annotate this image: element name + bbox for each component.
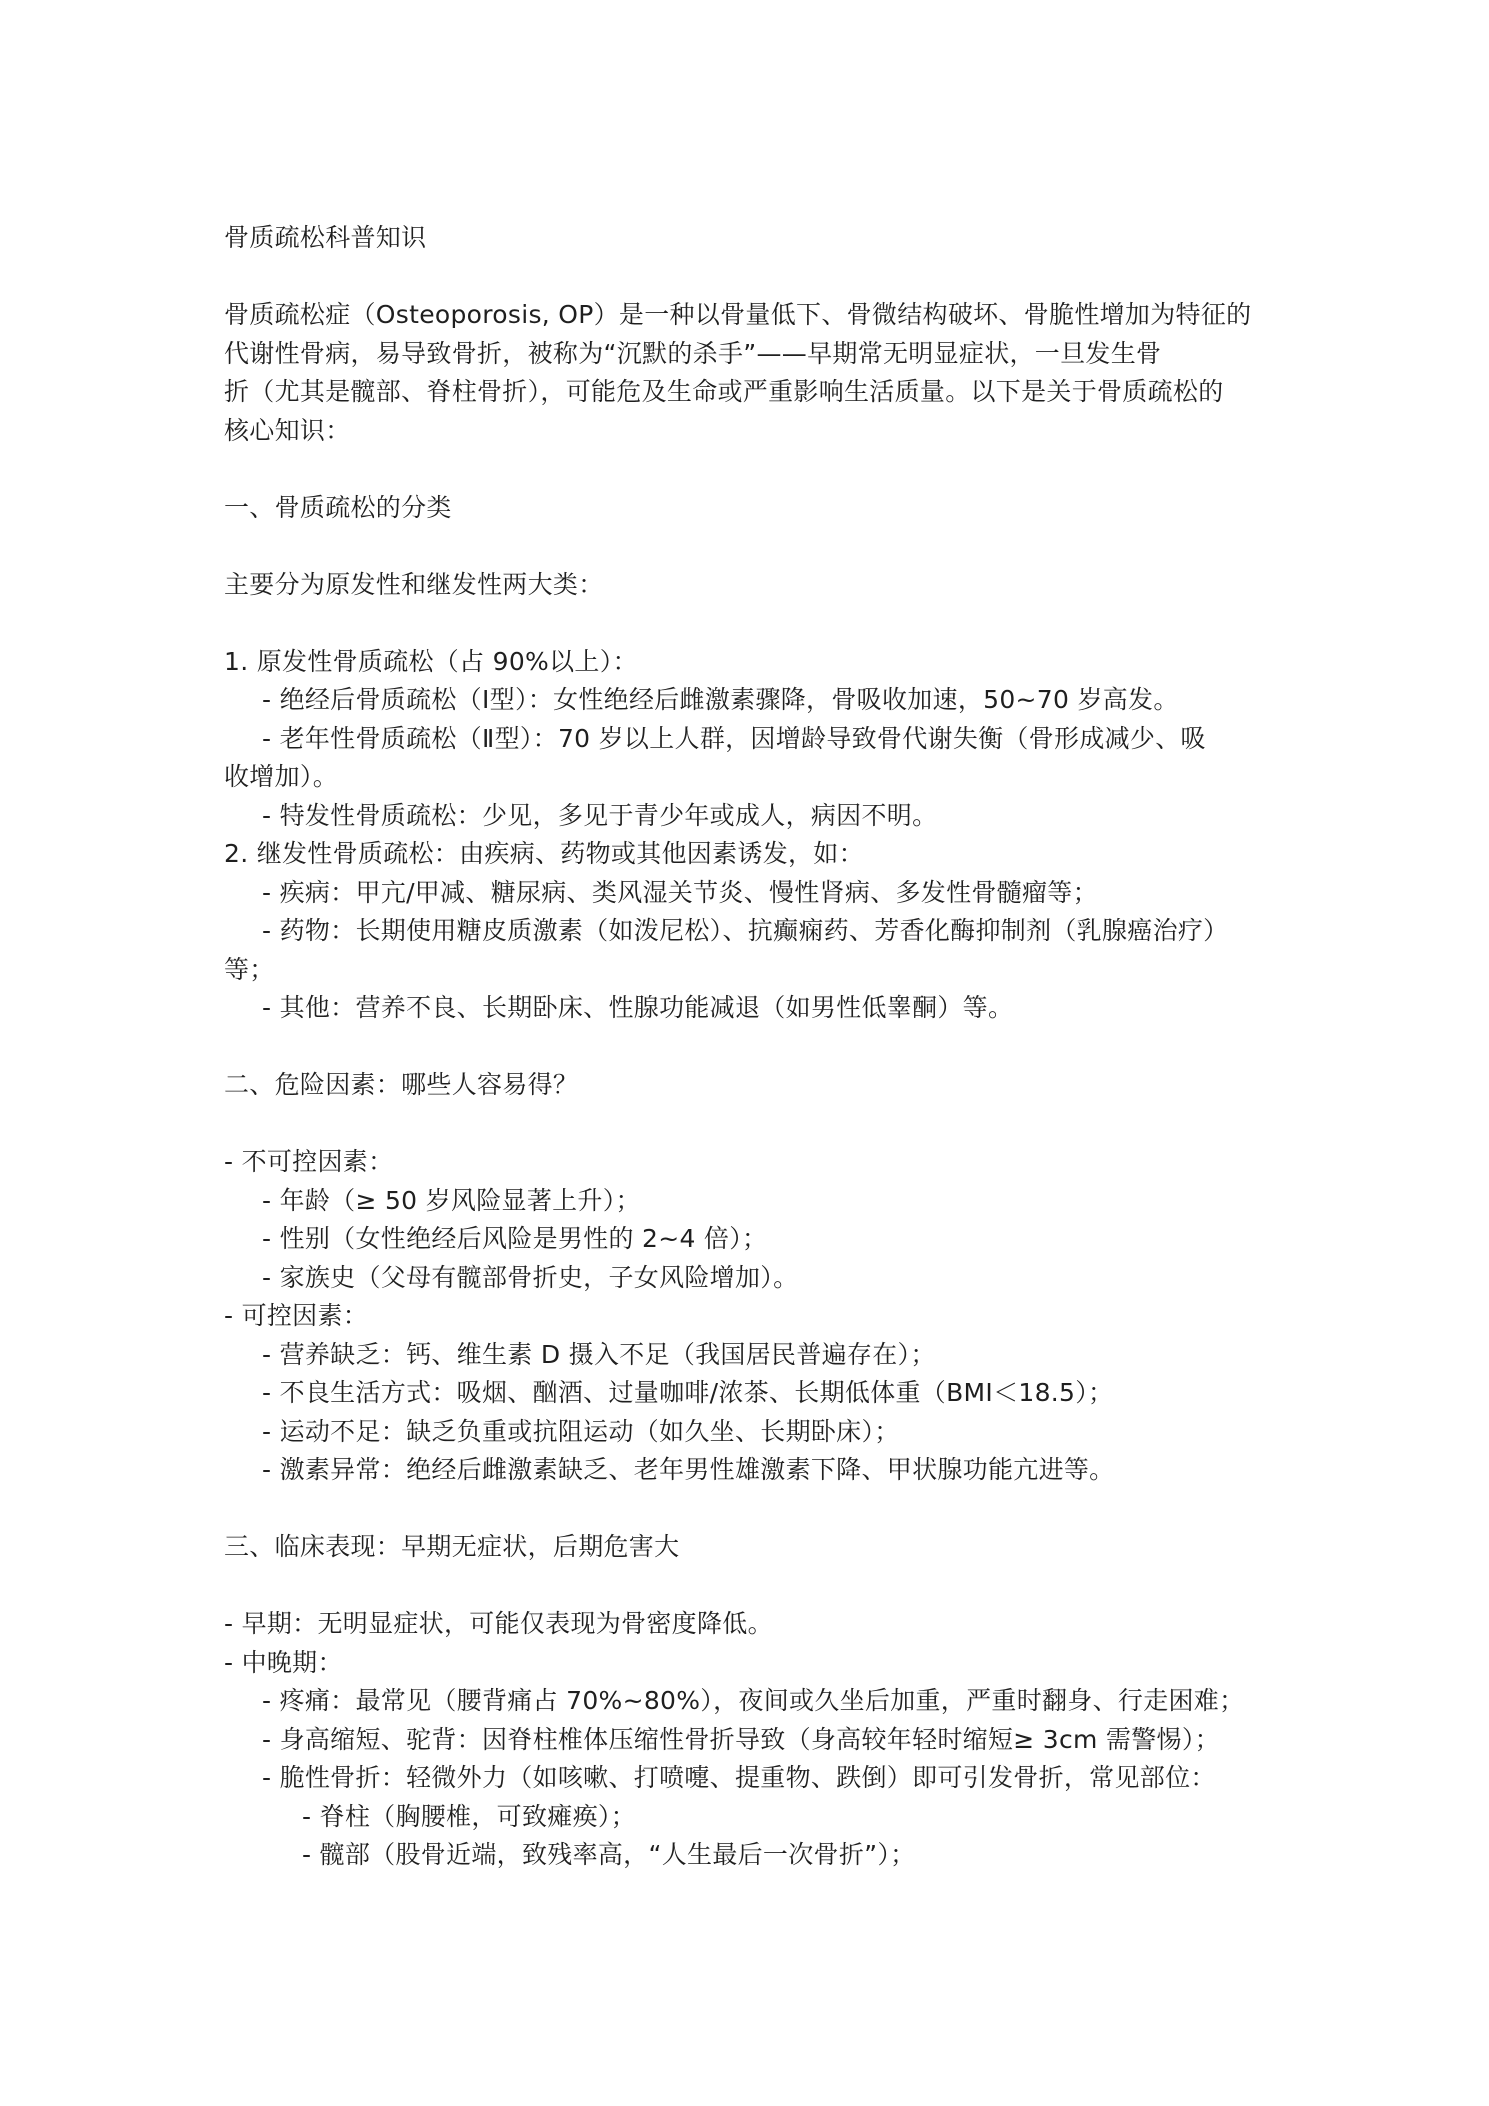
spacer: [224, 450, 1284, 489]
list-item-wrap: 等；: [224, 954, 275, 984]
list-title: - 不可控因素：: [224, 1147, 394, 1176]
spacer: [224, 1490, 1284, 1529]
list-item: - 绝经后骨质疏松（Ⅰ型）：女性绝经后雌激素骤降，骨吸收加速，50~70 岁高发。: [262, 685, 1179, 714]
spacer: [224, 258, 1284, 297]
list-item: - 其他：营养不良、长期卧床、性腺功能减退（如男性低睾酮）等。: [262, 993, 1014, 1022]
list-item: - 家族史（父母有髋部骨折史，子女风险增加）。: [262, 1262, 799, 1292]
list-title: 2. 继发性骨质疏松：由疾病、药物或其他因素诱发，如：: [224, 839, 864, 868]
list-item: - 药物：长期使用糖皮质激素（如泼尼松）、抗癫痫药、芳香化酶抑制剂（乳腺癌治疗）: [262, 916, 1229, 945]
list-item: - 特发性骨质疏松：少见，多见于青少年或成人，病因不明。: [262, 800, 938, 830]
list-item: - 疼痛：最常见（腰背痛占 70%~80%），夜间或久坐后加重，严重时翻身、行走困难；: [262, 1686, 1245, 1715]
section-heading: 三、临床表现：早期无症状，后期危害大: [224, 1532, 680, 1561]
section-heading: 二、危险因素：哪些人容易得？: [224, 1070, 579, 1099]
document-title: 骨质疏松科普知识: [224, 223, 427, 252]
list-title: - 可控因素：: [224, 1301, 369, 1330]
list-item: - 脆性骨折：轻微外力（如咳嗽、打喷嚏、提重物、跌倒）即可引发骨折，常见部位：: [262, 1763, 1216, 1792]
list-item: - 不良生活方式：吸烟、酗酒、过量咖啡/浓茶、长期低体重（BMI＜18.5）；: [262, 1378, 1114, 1407]
intro-line: 骨质疏松症（Osteoporosis, OP）是一种以骨量低下、骨微结构破坏、骨脆性增加为特征的: [224, 300, 1252, 329]
sub-list-item: - 髋部（股骨近端，致残率高，“人生最后一次骨折”）；: [302, 1840, 916, 1869]
list-item: - 疾病：甲亢/甲减、糖尿病、类风湿关节炎、慢性肾病、多发性骨髓瘤等；: [262, 877, 1098, 907]
intro-line: 代谢性骨病，易导致骨折，被称为“沉默的杀手”——早期常无明显症状，一旦发生骨: [224, 338, 1162, 368]
list-item: - 运动不足：缺乏负重或抗阻运动（如久坐、长期卧床）；: [262, 1416, 900, 1446]
list-item: - 激素异常：绝经后雌激素缺乏、老年男性雄激素下降、甲状腺功能亢进等。: [262, 1455, 1115, 1484]
intro-line: 核心知识：: [224, 415, 351, 445]
list-title: - 早期：无明显症状，可能仅表现为骨密度降低。: [224, 1609, 773, 1638]
spacer: [224, 1105, 1284, 1144]
list-title: - 中晚期：: [224, 1647, 343, 1677]
section-lead: 主要分为原发性和继发性两大类：: [224, 569, 604, 599]
list-item: - 身高缩短、驼背：因脊柱椎体压缩性骨折导致（身高较年轻时缩短≥ 3cm 需警惕）；: [262, 1724, 1220, 1754]
section-heading: 一、骨质疏松的分类: [224, 492, 452, 522]
list-item-wrap: 收增加）。: [224, 762, 339, 791]
list-item: - 营养缺乏：钙、维生素 D 摄入不足（我国居民普遍存在）；: [262, 1339, 936, 1369]
spacer: [224, 1567, 1284, 1606]
list-item: - 年龄（≥ 50 岁风险显著上升）；: [262, 1185, 641, 1215]
spacer: [224, 604, 1284, 643]
sub-list-item: - 脊柱（胸腰椎，可致瘫痪）；: [302, 1801, 636, 1831]
list-title: 1. 原发性骨质疏松（占 90%以上）：: [224, 646, 638, 676]
document-body: [224, 219, 1284, 1875]
spacer: [224, 1028, 1284, 1067]
spacer: [224, 527, 1284, 566]
intro-line: 折（尤其是髋部、脊柱骨折），可能危及生命或严重影响生活质量。以下是关于骨质疏松的: [224, 377, 1224, 406]
list-item: - 性别（女性绝经后风险是男性的 2~4 倍）；: [262, 1224, 768, 1253]
list-item: - 老年性骨质疏松（Ⅱ型）：70 岁以上人群，因增龄导致骨代谢失衡（骨形成减少、吸: [262, 723, 1206, 753]
